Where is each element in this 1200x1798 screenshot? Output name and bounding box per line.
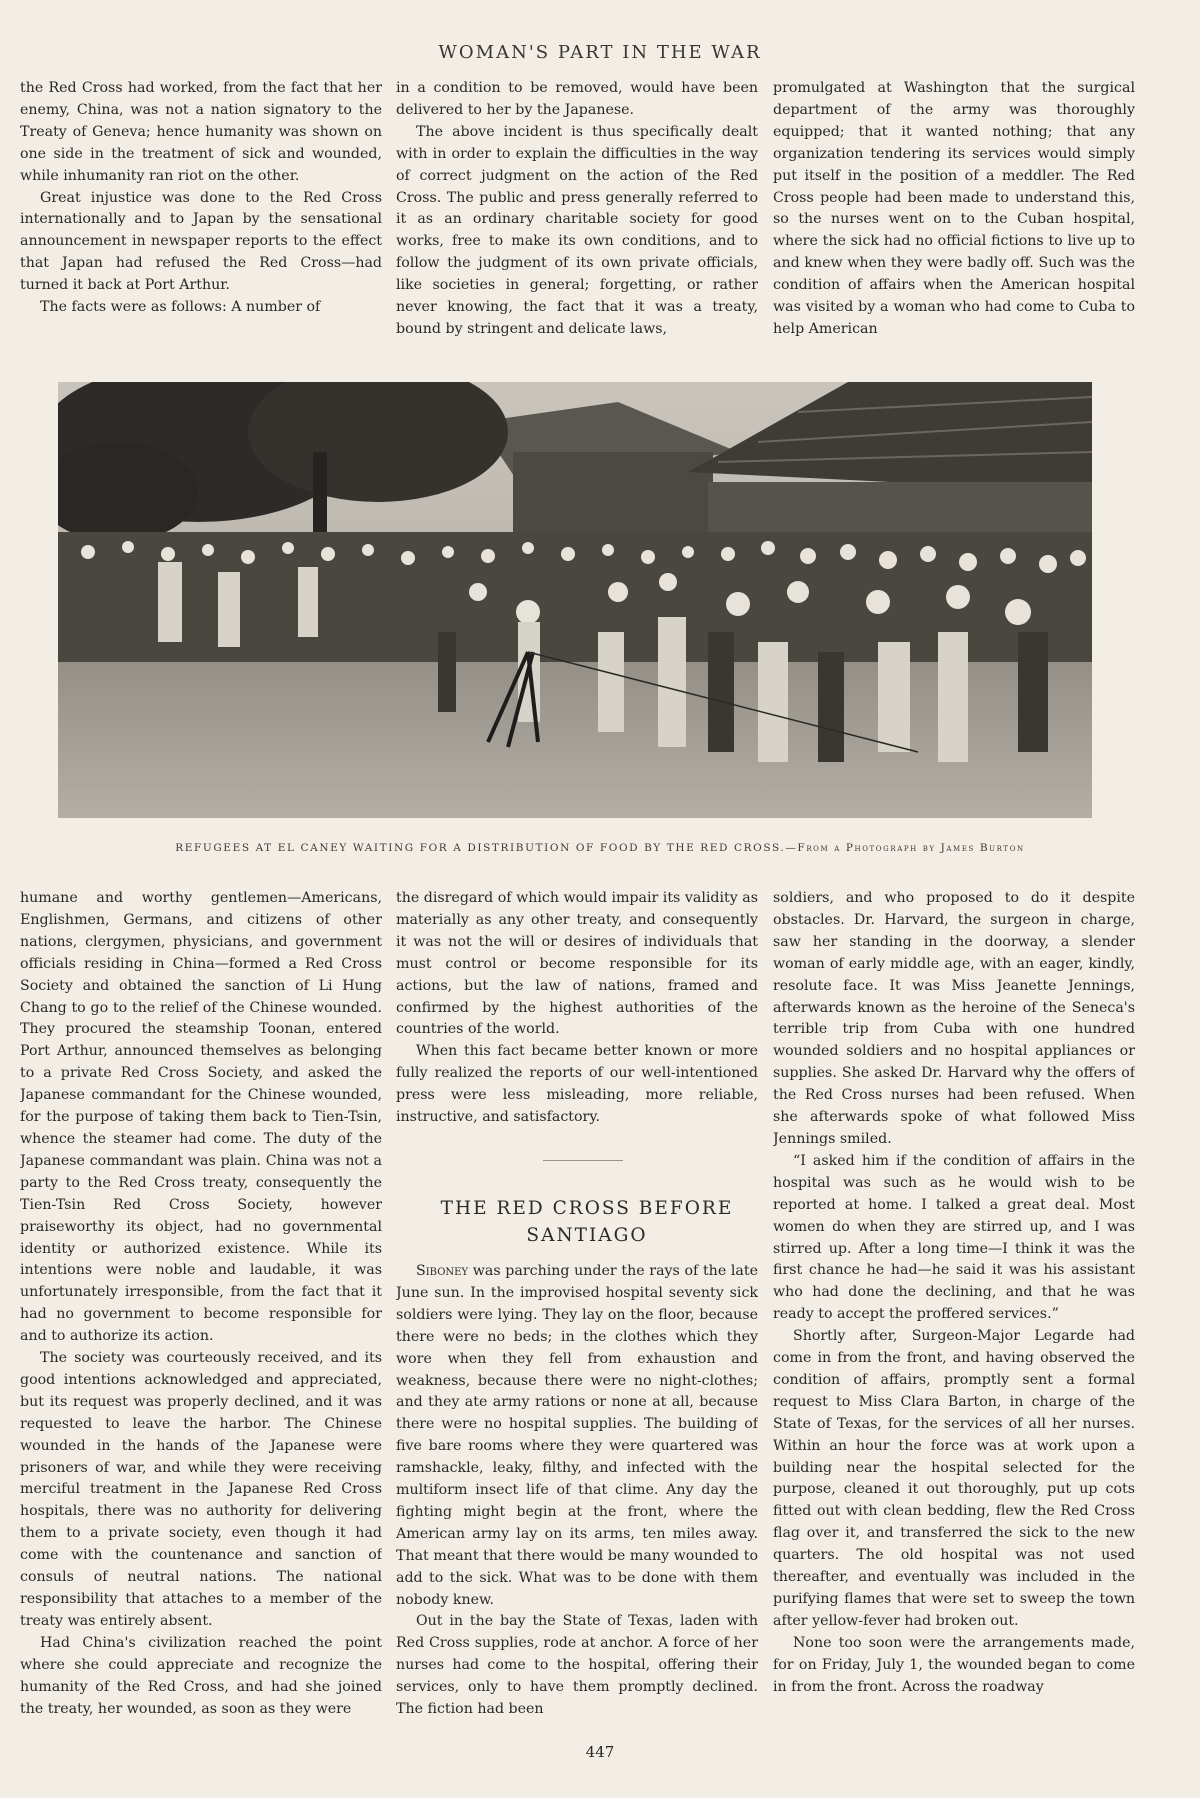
- caption-main: REFUGEES AT EL CANEY WAITING FOR A DISTRIBUTION OF FOOD BY THE RED CROSS.: [175, 842, 786, 854]
- section-title-line-1: THE RED CROSS BEFORE: [440, 1197, 734, 1219]
- photograph-illustration-icon: [58, 382, 1092, 818]
- bottom-column-1: [20, 888, 382, 1738]
- paragraph: humane and worthy gentlemen—Americans, Englishmen, Germans, and citizens of other nations, clergymen, physicians, and government officials residing in China—formed a Red Cross Society and obtained the sanction of Li Hung Chang to go to the relief of the Chinese wounded. They procured the steamship Toonan, entered Port Arthur, announced themselves as belonging to a private Red Cross Society, and asked the Japanese commandant for the Chinese wounded, for the purpose of taking them back to Tien-Tsin, whence the steamer had come. The duty of the Japanese commandant was plain. China was not a party to the Red Cross treaty, consequently the Tien-Tsin Red Cross Society, however praiseworthy its object, had no governmental identity or authorized existence. While its intentions were noble and laudable, it was unfortunately irresponsible, from the fact that it had no government to become responsible for and to authorize its action.: [20, 890, 382, 1345]
- refugees-photograph: [58, 382, 1092, 818]
- caption-credit: —From a Photograph by James Burton: [785, 842, 1025, 854]
- bottom-column-3: [773, 888, 1135, 1738]
- top-column-2: [396, 78, 758, 346]
- paragraph: When this fact became better known or more fully realized the reports of our well-intentioned press were less misleading, more reliable, instructive, and satisfactory.: [396, 1043, 758, 1126]
- paragraph: Great injustice was done to the Red Cross internationally and to Japan by the sensational announcement in newspaper reports to the effect that Japan had refused the Red Cross—had turned it back at Port Arthur.: [20, 189, 382, 294]
- section-divider: [543, 1160, 623, 1161]
- lead-paragraph-text: was parching under the rays of the late June sun. In the improvised hospital seventy sick soldiers were lying. They lay on the floor, because there were no beds; in the clothes which they wore when they fell from exhaustion and weakness, because there were no night-clothes; and they ate army rations or none at all, because there were no hospital supplies. The building of five bare rooms where they were quartered was ramshackle, leaky, filthy, and infected with the multiform insect life of that clime. Any day the fighting might begin at the front, where the American army lay on its arms, ten miles away. That meant that there would be many wounded to add to the sick. What was to be done with them nobody knew.: [396, 1262, 758, 1608]
- bottom-column-2: [396, 888, 758, 1738]
- section-title-line-2: SANTIAGO: [526, 1224, 648, 1246]
- paragraph: promulgated at Washington that the surgical department of the army was thoroughly equipped; that it wanted nothing; that any organization tendering its services would simply put itself in the position of a meddler. The Red Cross people had been made to understand this, so the nurses went on to the Cuban hospital, where the sick had no official fictions to live up to and knew when they were badly off. Such was the condition of affairs when the American hospital was visited by a woman who had come to Cuba to help American: [773, 80, 1135, 337]
- top-column-3: [773, 78, 1135, 346]
- paragraph: “I asked him if the condition of affairs in the hospital was such as he would wish to be reported at home. I talked a great deal. Most women do when they are stirred up, and I was stirred up. After a long time—I think it was the first chance he had—he said it was his assistant who had done the declining, and that he was ready to accept the proffered services.”: [773, 1152, 1135, 1323]
- top-column-1: [20, 78, 382, 346]
- paragraph: Shortly after, Surgeon-Major Legarde had come in from the front, and having observed the condition of affairs, promptly sent a formal request to Miss Clara Barton, in charge of the State of Texas, for the services of all her nurses. Within an hour the force was at work upon a building near the hospital selected for the purpose, cleaned it out thoroughly, put up cots fitted out with clean bedding, flew the Red Cross flag over it, and transferred the sick to the new quarters. The old hospital was not used thereafter, and eventually was included in the purifying flames that were set to sweep the town after yellow-fever had broken out.: [773, 1328, 1135, 1629]
- paragraph: the Red Cross had worked, from the fact that her enemy, China, was not a nation signatory to the Treaty of Geneva; hence humanity was shown on one side in the treatment of sick and wounded, while inhumanity ran riot on the other.: [20, 80, 382, 184]
- paragraph: the disregard of which would impair its validity as materially as any other treaty, and consequently it was not the will or desires of individuals that must control or become responsible for its actions, but the law of nations, framed and confirmed by the highest authorities of the countries of the world.: [396, 890, 758, 1038]
- paragraph: in a condition to be removed, would have been delivered to her by the Japanese.: [396, 80, 758, 118]
- paragraph: The facts were as follows: A number of: [40, 299, 321, 316]
- running-head: WOMAN'S PART IN THE WAR: [438, 42, 762, 63]
- paragraph: Had China's civilization reached the point where she could appreciate and recognize the humanity of the Red Cross, and had she joined the treaty, her wounded, as soon as they were: [20, 1634, 382, 1717]
- paragraph: soldiers, and who proposed to do it despite obstacles. Dr. Harvard, the surgeon in charge, saw her standing in the doorway, a slender woman of early middle age, with an eager, kindly, resolute face. It was Miss Jeanette Jennings, afterwards known as the heroine of the Seneca's terrible trip from Cuba with one hundred wounded soldiers and no hospital appliances or supplies. She asked Dr. Harvard why the offers of the Red Cross nurses had been refused. When she afterwards spoke of what followed Miss Jennings smiled.: [773, 890, 1135, 1147]
- paragraph: Out in the bay the State of Texas, laden with Red Cross supplies, rode at anchor. A force of her nurses had come to the hospital, offering their services, only to have them promptly declined. The fiction had been: [396, 1613, 758, 1718]
- paragraph-lead: [396, 1261, 758, 1612]
- photo-caption: [0, 842, 1200, 854]
- lead-word: Siboney: [416, 1262, 469, 1279]
- paragraph: The society was courteously received, and its good intentions acknowledged and appreciated, but its request was properly declined, and it was requested to leave the harbor. The Chinese wounded in the hands of the Japanese were prisoners of war, and while they were receiving merciful treatment in the Japanese Red Cross hospitals, there was no authority for delivering them to a private society, even though it had come with the countenance and sanction of consuls of neutral nations. The national responsibility that attaches to a member of the treaty was entirely absent.: [20, 1350, 382, 1629]
- paragraph: None too soon were the arrangements made, for on Friday, July 1, the wounded began to come in from the front. Across the roadway: [773, 1634, 1135, 1695]
- paragraph: The above incident is thus specifically dealt with in order to explain the difficulties in the way of correct judgment on the action of the Red Cross. The public and press generally referred to it as an ordinary charitable society for good works, free to make its own conditions, and to follow the judgment of its own private officials, like societies in general; forgetting, or rather never knowing, the fact that it was a treaty, bound by stringent and delicate laws,: [396, 123, 758, 337]
- page-number: 447: [585, 1743, 615, 1761]
